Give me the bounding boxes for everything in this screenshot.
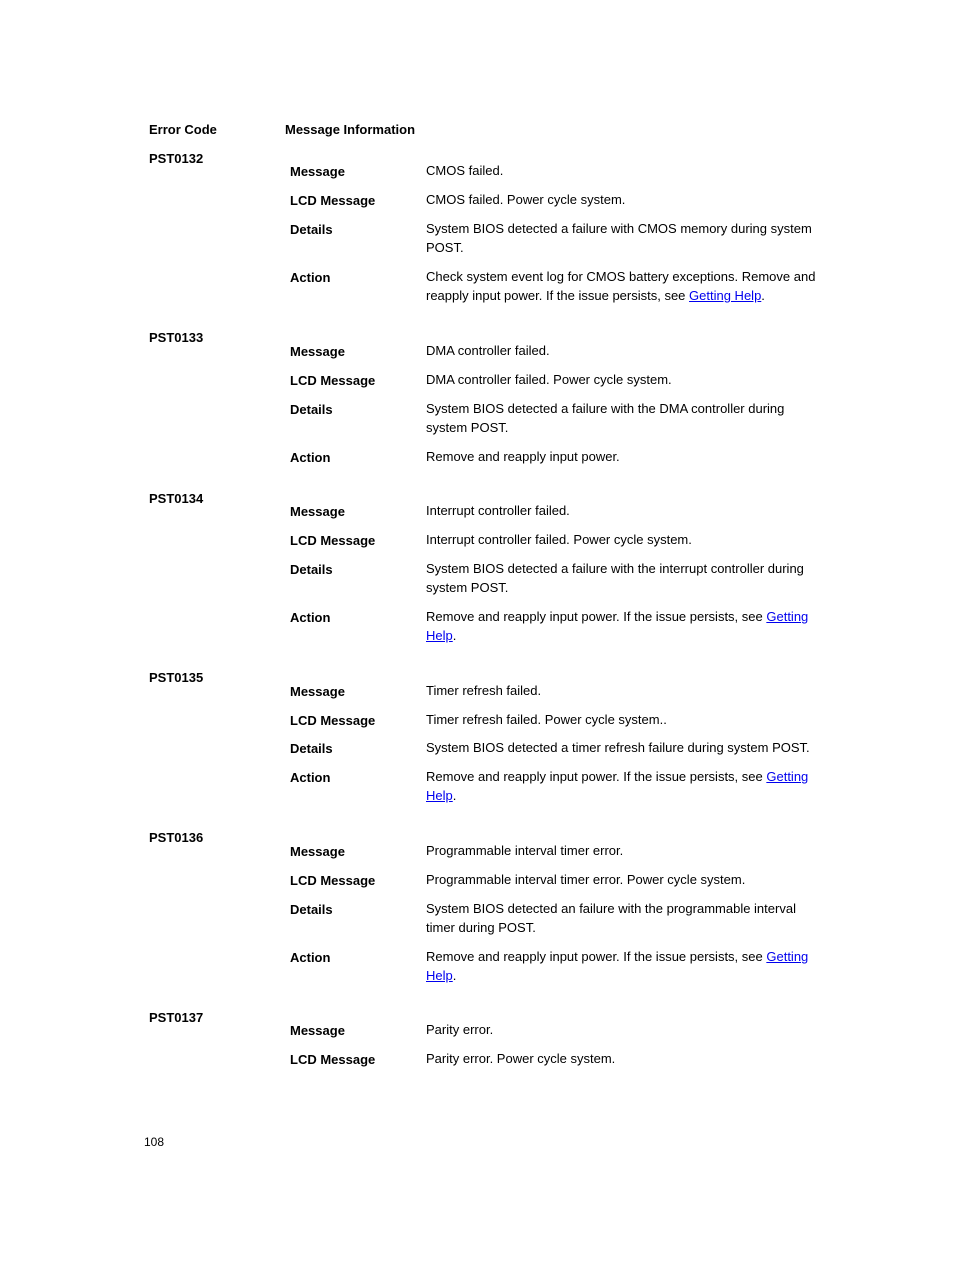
details-text — [426, 899, 818, 937]
details-text — [426, 399, 818, 437]
label-details: Details — [290, 902, 333, 917]
error-code: PST0132 — [149, 151, 204, 166]
action-text — [426, 607, 818, 645]
details-text: System BIOS detected a timer refresh failure during system POST. — [426, 740, 810, 755]
action-line-prefix: Remove and reapply input power. If the issue persists, see — [426, 949, 767, 964]
lcd-message-text: DMA controller failed. Power cycle system. — [426, 372, 672, 387]
action-line-prefix: reapply input power. If the issue persists, see — [426, 288, 690, 303]
action-line: Check system event log for CMOS battery exceptions. Remove and — [426, 269, 816, 284]
label-message: Message — [290, 164, 345, 179]
message-text: Programmable interval timer error. — [426, 843, 624, 858]
error-code: PST0136 — [149, 830, 204, 845]
action-text: Remove and reapply input power. — [426, 449, 620, 464]
action-text — [426, 267, 818, 305]
label-details: Details — [290, 222, 333, 237]
column-header-error-code: Error Code — [149, 122, 217, 137]
action-line-prefix: Remove and reapply input power. If the issue persists, see — [426, 769, 767, 784]
getting-help-link[interactable]: Getting Help — [689, 288, 762, 303]
details-text — [426, 219, 818, 257]
getting-help-link[interactable]: Getting — [766, 609, 809, 624]
label-action: Action — [290, 770, 331, 785]
action-line: Help. — [426, 628, 457, 643]
getting-help-link[interactable]: Getting — [766, 769, 809, 784]
action-text — [426, 767, 818, 805]
label-details: Details — [290, 402, 333, 417]
label-action: Action — [290, 450, 331, 465]
getting-help-link[interactable]: Getting — [766, 949, 809, 964]
action-text — [426, 947, 818, 985]
label-action: Action — [290, 610, 331, 625]
action-line: Help. — [426, 968, 457, 983]
label-message: Message — [290, 504, 345, 519]
message-text: Parity error. — [426, 1022, 494, 1037]
lcd-message-text: Interrupt controller failed. Power cycle system. — [426, 532, 692, 547]
label-message: Message — [290, 844, 345, 859]
message-text: CMOS failed. — [426, 163, 504, 178]
label-lcd-message: LCD Message — [290, 373, 376, 388]
details-line: system POST. — [426, 420, 509, 435]
details-line: System BIOS detected a failure with the DMA controller during — [426, 401, 785, 416]
details-line: System BIOS detected a failure with the interrupt controller during — [426, 561, 804, 576]
action-line — [426, 607, 818, 626]
page-number: 108 — [144, 1135, 165, 1149]
details-line: timer during POST. — [426, 920, 536, 935]
error-code: PST0137 — [149, 1010, 204, 1025]
details-line: System BIOS detected a failure with CMOS memory during system — [426, 221, 812, 236]
message-text: DMA controller failed. — [426, 343, 550, 358]
message-text: Interrupt controller failed. — [426, 503, 570, 518]
label-action: Action — [290, 950, 331, 965]
error-code: PST0134 — [149, 491, 204, 506]
label-lcd-message: LCD Message — [290, 873, 376, 888]
details-line: System BIOS detected an failure with the programmable interval — [426, 901, 796, 916]
error-code: PST0135 — [149, 670, 204, 685]
message-text: Timer refresh failed. — [426, 683, 542, 698]
label-message: Message — [290, 1023, 345, 1038]
action-line — [426, 947, 818, 966]
getting-help-link[interactable]: Help — [426, 628, 453, 643]
lcd-message-text: Programmable interval timer error. Power cycle system. — [426, 872, 746, 887]
label-lcd-message: LCD Message — [290, 1052, 376, 1067]
label-message: Message — [290, 344, 345, 359]
label-lcd-message: LCD Message — [290, 533, 376, 548]
getting-help-link[interactable]: Help — [426, 788, 453, 803]
lcd-message-text: Timer refresh failed. Power cycle system.. — [426, 712, 667, 727]
error-code: PST0133 — [149, 330, 204, 345]
label-details: Details — [290, 562, 333, 577]
label-lcd-message: LCD Message — [290, 713, 376, 728]
label-action: Action — [290, 270, 331, 285]
getting-help-link[interactable]: Help — [426, 968, 453, 983]
action-line: Help. — [426, 788, 457, 803]
details-line: system POST. — [426, 580, 509, 595]
label-details: Details — [290, 741, 333, 756]
details-line: POST. — [426, 240, 464, 255]
label-message: Message — [290, 684, 345, 699]
action-line-prefix: Remove and reapply input power. If the issue persists, see — [426, 609, 767, 624]
lcd-message-text: Parity error. Power cycle system. — [426, 1051, 616, 1066]
lcd-message-text: CMOS failed. Power cycle system. — [426, 192, 626, 207]
action-line: reapply input power. If the issue persists, see Getting Help. — [426, 288, 765, 303]
action-line — [426, 767, 818, 786]
details-text — [426, 559, 818, 597]
column-header-message-information: Message Information — [285, 122, 416, 137]
label-lcd-message: LCD Message — [290, 193, 376, 208]
